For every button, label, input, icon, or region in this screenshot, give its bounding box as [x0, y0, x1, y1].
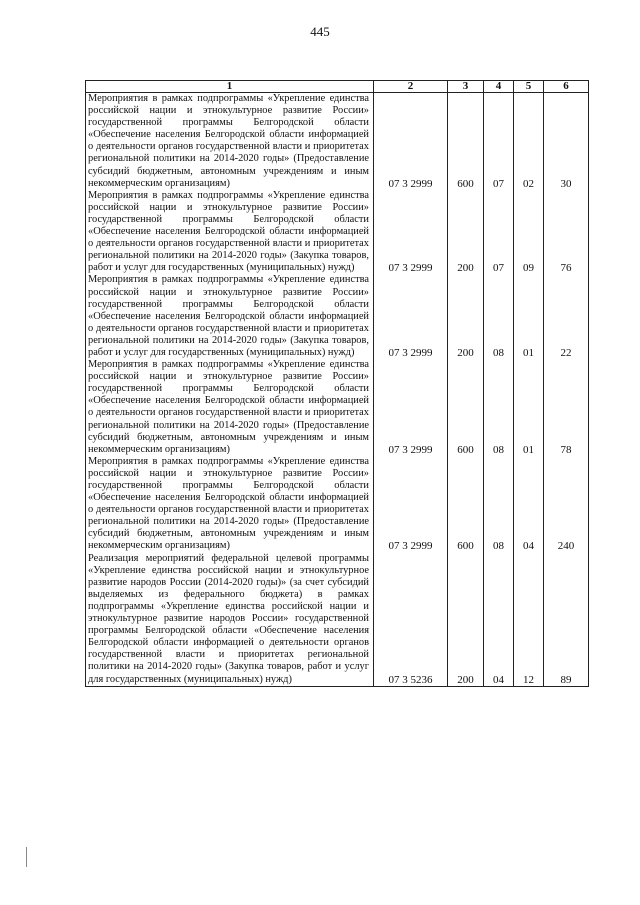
row-description: Мероприятия в рамках подпрограммы «Укрепление единства российской нации и этнокультурное развитие России» государственной программы Белгородской области «Обеспечение населения Белгородской области информацией о деятельности органов государственной власти и приоритетах региональной политики на 2014-2020 годы» (Предоставление субсидий бюджетным, автономным учреждениям и иным некоммерческим организациям) — [86, 359, 374, 456]
row-description: Мероприятия в рамках подпрограммы «Укрепление единства российской нации и этнокультурное развитие России» государственной программы Белгородской области «Обеспечение населения Белгородской области информацией о деятельности органов государственной власти и приоритетах региональной политики на 2014-2020 годы» (Закупка товаров, работ и услуг для государственных (муниципальных) нужд) — [86, 274, 374, 359]
row-target-article: 07 3 2999 — [374, 93, 448, 190]
budget-table — [85, 80, 589, 687]
column-header-3: 3 — [448, 81, 484, 93]
row-description: Мероприятия в рамках подпрограммы «Укрепление единства российской нации и этнокультурное развитие России» государственной программы Белгородской области «Обеспечение населения Белгородской области информацией о деятельности органов государственной власти и приоритетах региональной политики на 2014-2020 годы» (Предоставление субсидий бюджетным, автономным учреждениям и иным некоммерческим организациям) — [86, 456, 374, 553]
column-header-4: 4 — [484, 81, 514, 93]
row-section: 07 — [484, 93, 514, 190]
row-amount: 78 — [544, 359, 589, 456]
row-subsection: 12 — [514, 553, 544, 687]
table-header-row — [86, 81, 589, 93]
row-expense-type: 200 — [448, 190, 484, 275]
column-header-6: 6 — [544, 81, 589, 93]
row-amount: 76 — [544, 190, 589, 275]
table-row — [86, 274, 589, 359]
column-header-1: 1 — [86, 81, 374, 93]
row-target-article: 07 3 2999 — [374, 359, 448, 456]
page-number: 445 — [310, 24, 330, 39]
table-row — [86, 359, 589, 456]
row-expense-type: 600 — [448, 456, 484, 553]
row-expense-type: 200 — [448, 553, 484, 687]
row-expense-type: 200 — [448, 274, 484, 359]
row-section: 07 — [484, 190, 514, 275]
row-section: 08 — [484, 456, 514, 553]
row-subsection: 04 — [514, 456, 544, 553]
row-section: 08 — [484, 274, 514, 359]
row-amount: 240 — [544, 456, 589, 553]
scan-margin-mark — [26, 847, 27, 867]
row-expense-type: 600 — [448, 359, 484, 456]
row-amount: 89 — [544, 553, 589, 687]
row-target-article: 07 3 2999 — [374, 456, 448, 553]
row-subsection: 01 — [514, 359, 544, 456]
row-subsection: 09 — [514, 190, 544, 275]
row-target-article: 07 3 5236 — [374, 553, 448, 687]
row-section: 08 — [484, 359, 514, 456]
row-description: Реализация мероприятий федеральной целевой программы «Укрепление единства российской нации и этнокультурное развитие народов России (2014-2020 годы)» (за счет субсидий выделяемых из федерального бюджета) в рамках подпрограммы «Укрепление единства российской нации и этнокультурное развитие народов России» государственной программы Белгородской области «Обеспечение населения Белгородской области информацией о деятельности органов государственной власти и приоритетах региональной политики на 2014-2020 годы» (Закупка товаров, работ и услуг для государственных (муниципальных) нужд) — [86, 553, 374, 687]
row-target-article: 07 3 2999 — [374, 190, 448, 275]
table-row — [86, 456, 589, 553]
table-row — [86, 93, 589, 190]
table-row — [86, 553, 589, 687]
row-description: Мероприятия в рамках подпрограммы «Укрепление единства российской нации и этнокультурное развитие России» государственной программы Белгородской области «Обеспечение населения Белгородской области информацией о деятельности органов государственной власти и приоритетах региональной политики на 2014-2020 годы» (Закупка товаров, работ и услуг для государственных (муниципальных) нужд) — [86, 190, 374, 275]
row-target-article: 07 3 2999 — [374, 274, 448, 359]
table-row — [86, 190, 589, 275]
column-header-2: 2 — [374, 81, 448, 93]
row-amount: 22 — [544, 274, 589, 359]
row-section: 04 — [484, 553, 514, 687]
row-amount: 30 — [544, 93, 589, 190]
row-expense-type: 600 — [448, 93, 484, 190]
row-description: Мероприятия в рамках подпрограммы «Укрепление единства российской нации и этнокультурное развитие России» государственной программы Белгородской области «Обеспечение населения Белгородской области информацией о деятельности органов государственной власти и приоритетах региональной политики на 2014-2020 годы» (Предоставление субсидий бюджетным, автономным учреждениям и иным некоммерческим организациям) — [86, 93, 374, 190]
row-subsection: 01 — [514, 274, 544, 359]
row-subsection: 02 — [514, 93, 544, 190]
column-header-5: 5 — [514, 81, 544, 93]
